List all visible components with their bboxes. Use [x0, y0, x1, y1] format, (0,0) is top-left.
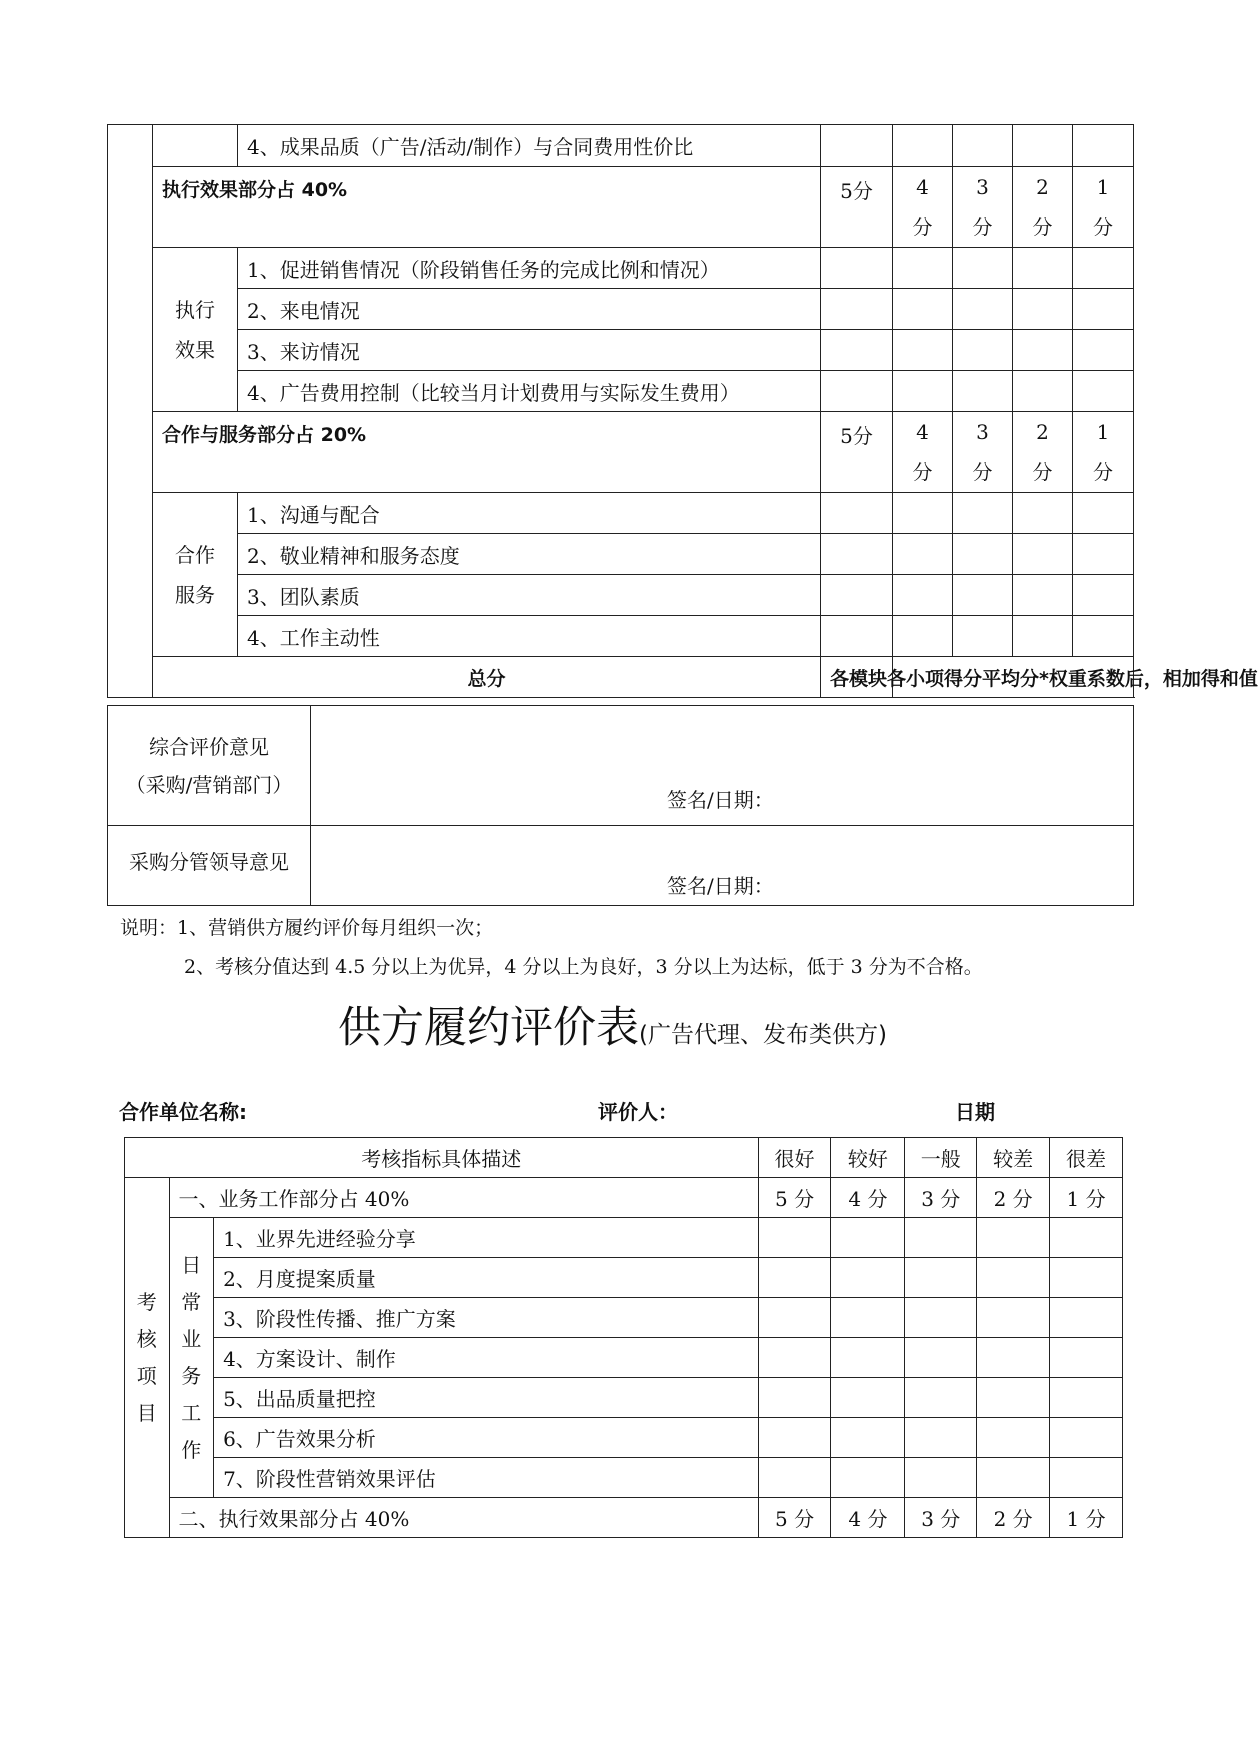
score-input-cell[interactable]: [977, 1298, 1050, 1338]
score-input-cell[interactable]: [977, 1338, 1050, 1378]
score-input-cell[interactable]: [821, 289, 893, 330]
score-label: 2 分: [977, 1178, 1050, 1218]
note-line-1: 说明：1、营销供方履约评价每月组织一次；: [120, 917, 494, 939]
table-row: [125, 1458, 1123, 1498]
score-input-cell[interactable]: [821, 371, 893, 412]
score-input-cell[interactable]: [1013, 289, 1073, 330]
score-input-cell[interactable]: [893, 289, 953, 330]
score-input-cell[interactable]: [821, 575, 893, 616]
score-input-cell[interactable]: [1073, 125, 1134, 167]
score-input-cell[interactable]: [1013, 493, 1073, 534]
signature-date-label: 签名/日期：: [667, 874, 774, 898]
total-formula: 各模块各小项得分平均分*权重系数后，相加得和值: [821, 657, 893, 698]
score-input-cell[interactable]: [977, 1258, 1050, 1298]
section-title-coop: 合作与服务部分占 20%: [153, 412, 821, 493]
leader-opinion-label: 采购分管领导意见: [108, 826, 311, 906]
score-input-cell[interactable]: [893, 616, 953, 657]
item-6: 6、广告效果分析: [214, 1418, 759, 1458]
group-label-coop: 合作 服务: [153, 493, 238, 657]
item-5: 5、出品质量把控: [214, 1378, 759, 1418]
outer-category-cell: [108, 125, 153, 698]
score-input-cell[interactable]: [1073, 371, 1134, 412]
table-row: [125, 1418, 1123, 1458]
score-1-label: 1 分: [1073, 167, 1134, 248]
score-input-cell[interactable]: [905, 1298, 977, 1338]
score-input-cell[interactable]: [1050, 1458, 1123, 1498]
header-row: [125, 1138, 1123, 1178]
score-input-cell[interactable]: [758, 1298, 831, 1338]
score-input-cell[interactable]: [758, 1258, 831, 1298]
score-input-cell[interactable]: [893, 575, 953, 616]
score-input-cell[interactable]: [821, 330, 893, 371]
group-label-assessment: 考 核 项 目: [125, 1178, 170, 1538]
score-input-cell[interactable]: [758, 1218, 831, 1258]
score-input-cell[interactable]: [758, 1458, 831, 1498]
evaluation-table-continued: [107, 124, 1258, 698]
leader-opinion-field[interactable]: [311, 826, 1134, 906]
score-4-label: 4 分: [893, 167, 953, 248]
score-input-cell[interactable]: [1013, 616, 1073, 657]
score-input-cell[interactable]: [1050, 1298, 1123, 1338]
score-input-cell[interactable]: [893, 248, 953, 289]
score-1-label: 1 分: [1073, 412, 1134, 493]
score-input-cell[interactable]: [1013, 534, 1073, 575]
item-exec-1: 1、促进销售情况（阶段销售任务的完成比例和情况）: [238, 248, 821, 289]
table-row: [108, 493, 1134, 534]
score-input-cell[interactable]: [821, 493, 893, 534]
score-input-cell[interactable]: [821, 616, 893, 657]
total-label: 总分: [153, 657, 821, 698]
score-input-cell[interactable]: [905, 1378, 977, 1418]
note-line-2: 2、考核分值达到 4.5 分以上为优异，4 分以上为良好，3 分以上为达标，低于 3 分为不合格。: [184, 956, 983, 978]
table-row: [108, 330, 1134, 371]
score-label: 3 分: [905, 1498, 977, 1538]
item-quality: 4、成果品质（广告/活动/制作）与合同费用性价比: [238, 125, 821, 167]
section-title-exec: 执行效果部分占 40%: [153, 167, 821, 248]
score-input-cell[interactable]: [893, 534, 953, 575]
rating-header-very-poor: 很差: [1050, 1138, 1123, 1178]
score-input-cell[interactable]: [953, 289, 1013, 330]
desc-header: 考核指标具体描述: [125, 1138, 759, 1178]
score-3-label: 3 分: [953, 412, 1013, 493]
score-input-cell[interactable]: [905, 1418, 977, 1458]
score-label: 5 分: [758, 1498, 831, 1538]
rating-header-good: 较好: [831, 1138, 905, 1178]
score-input-cell[interactable]: [953, 534, 1013, 575]
title-main: 供方履约评价表: [338, 1003, 639, 1053]
page-title: [338, 994, 887, 1055]
score-4-label: 4 分: [893, 412, 953, 493]
leader-opinion-row: [108, 826, 1134, 906]
group-label-cell: [153, 125, 238, 167]
score-input-cell[interactable]: [831, 1258, 905, 1298]
item-coop-3: 3、团队素质: [238, 575, 821, 616]
rating-header-poor: 较差: [977, 1138, 1050, 1178]
table-row: [108, 248, 1134, 289]
section-title-exec: 二、执行效果部分占 40%: [169, 1498, 758, 1538]
score-input-cell[interactable]: [1050, 1378, 1123, 1418]
score-input-cell[interactable]: [821, 534, 893, 575]
score-input-cell[interactable]: [1073, 330, 1134, 371]
score-input-cell[interactable]: [905, 1258, 977, 1298]
score-input-cell[interactable]: [1050, 1218, 1123, 1258]
item-3: 3、阶段性传播、推广方案: [214, 1298, 759, 1338]
table-row: [108, 575, 1134, 616]
signature-date-label: 签名/日期：: [667, 788, 774, 812]
score-5-label: 5分: [821, 412, 893, 493]
table-row: [125, 1338, 1123, 1378]
item-7: 7、阶段性营销效果评估: [214, 1458, 759, 1498]
section-title-business: 一、业务工作部分占 40%: [169, 1178, 758, 1218]
score-input-cell[interactable]: [953, 330, 1013, 371]
score-input-cell[interactable]: [953, 493, 1013, 534]
partner-name-label: 合作单位名称:: [119, 1100, 247, 1124]
table-row: [125, 1298, 1123, 1338]
score-input-cell[interactable]: [977, 1218, 1050, 1258]
section-row-exec: [108, 167, 1134, 248]
score-input-cell[interactable]: [977, 1378, 1050, 1418]
table-row: [108, 371, 1134, 412]
table-row: [108, 616, 1134, 657]
section-row-coop: [108, 412, 1134, 493]
item-coop-2: 2、敬业精神和服务态度: [238, 534, 821, 575]
score-input-cell[interactable]: [1013, 330, 1073, 371]
table-row: [108, 125, 1134, 167]
score-input-cell[interactable]: [953, 575, 1013, 616]
section-row-business: [125, 1178, 1123, 1218]
score-input-cell[interactable]: [905, 1218, 977, 1258]
score-input-cell[interactable]: [1073, 575, 1134, 616]
score-5-label: 5分: [821, 167, 893, 248]
score-input-cell[interactable]: [1013, 371, 1073, 412]
score-input-cell[interactable]: [831, 1418, 905, 1458]
score-input-cell[interactable]: [893, 125, 953, 167]
score-3-label: 3 分: [953, 167, 1013, 248]
score-input-cell[interactable]: [1073, 534, 1134, 575]
supplier-evaluation-table: [124, 1137, 1123, 1538]
group-label-exec: 执行 效果: [153, 248, 238, 412]
comprehensive-opinion-label: 综合评价意见 （采购/营销部门）: [108, 706, 311, 826]
score-input-cell[interactable]: [953, 248, 1013, 289]
score-input-cell[interactable]: [831, 1378, 905, 1418]
table-row: [125, 1258, 1123, 1298]
score-input-cell[interactable]: [758, 1378, 831, 1418]
opinion-table: [107, 705, 1134, 906]
evaluator-label: 评价人：: [598, 1100, 678, 1124]
score-input-cell[interactable]: [977, 1458, 1050, 1498]
item-exec-2: 2、来电情况: [238, 289, 821, 330]
score-label: 4 分: [831, 1178, 905, 1218]
score-label: 1 分: [1050, 1498, 1123, 1538]
score-input-cell[interactable]: [905, 1458, 977, 1498]
score-input-cell[interactable]: [1013, 575, 1073, 616]
item-exec-4: 4、广告费用控制（比较当月计划费用与实际发生费用）: [238, 371, 821, 412]
title-sub: (广告代理、发布类供方): [639, 1022, 887, 1048]
score-input-cell[interactable]: [893, 371, 953, 412]
rating-header-average: 一般: [905, 1138, 977, 1178]
score-input-cell[interactable]: [831, 1338, 905, 1378]
score-input-cell[interactable]: [831, 1458, 905, 1498]
score-input-cell[interactable]: [758, 1338, 831, 1378]
item-2: 2、月度提案质量: [214, 1258, 759, 1298]
item-coop-1: 1、沟通与配合: [238, 493, 821, 534]
item-exec-3: 3、来访情况: [238, 330, 821, 371]
score-2-label: 2 分: [1013, 412, 1073, 493]
score-input-cell[interactable]: [977, 1418, 1050, 1458]
comprehensive-opinion-field[interactable]: [311, 706, 1134, 826]
table-row: [108, 534, 1134, 575]
score-input-cell[interactable]: [1013, 125, 1073, 167]
table-row: [108, 289, 1134, 330]
item-1: 1、业界先进经验分享: [214, 1218, 759, 1258]
item-4: 4、方案设计、制作: [214, 1338, 759, 1378]
score-input-cell[interactable]: [1050, 1338, 1123, 1378]
score-input-cell[interactable]: [1013, 248, 1073, 289]
score-input-cell[interactable]: [821, 248, 893, 289]
score-input-cell[interactable]: [905, 1338, 977, 1378]
score-label: 3 分: [905, 1178, 977, 1218]
score-input-cell[interactable]: [893, 493, 953, 534]
score-input-cell[interactable]: [821, 125, 893, 167]
score-input-cell[interactable]: [831, 1298, 905, 1338]
score-input-cell[interactable]: [1050, 1418, 1123, 1458]
score-2-label: 2 分: [1013, 167, 1073, 248]
comprehensive-opinion-row: [108, 706, 1134, 826]
score-input-cell[interactable]: [1073, 616, 1134, 657]
score-label: 1 分: [1050, 1178, 1123, 1218]
total-row: [108, 657, 1134, 698]
score-input-cell[interactable]: [1073, 289, 1134, 330]
score-input-cell[interactable]: [1050, 1258, 1123, 1298]
score-input-cell[interactable]: [831, 1218, 905, 1258]
date-label: 日期: [955, 1100, 995, 1124]
section-row-exec: [125, 1498, 1123, 1538]
group-label-daily-work: 日 常 业 务 工 作: [169, 1218, 214, 1498]
score-label: 4 分: [831, 1498, 905, 1538]
table-row: [125, 1378, 1123, 1418]
score-label: 2 分: [977, 1498, 1050, 1538]
score-input-cell[interactable]: [1073, 248, 1134, 289]
score-input-cell[interactable]: [953, 125, 1013, 167]
score-input-cell[interactable]: [758, 1418, 831, 1458]
score-label: 5 分: [758, 1178, 831, 1218]
score-input-cell[interactable]: [893, 330, 953, 371]
score-input-cell[interactable]: [953, 371, 1013, 412]
item-coop-4: 4、工作主动性: [238, 616, 821, 657]
table-row: [125, 1218, 1123, 1258]
score-input-cell[interactable]: [1073, 493, 1134, 534]
score-input-cell[interactable]: [953, 616, 1013, 657]
rating-header-excellent: 很好: [758, 1138, 831, 1178]
